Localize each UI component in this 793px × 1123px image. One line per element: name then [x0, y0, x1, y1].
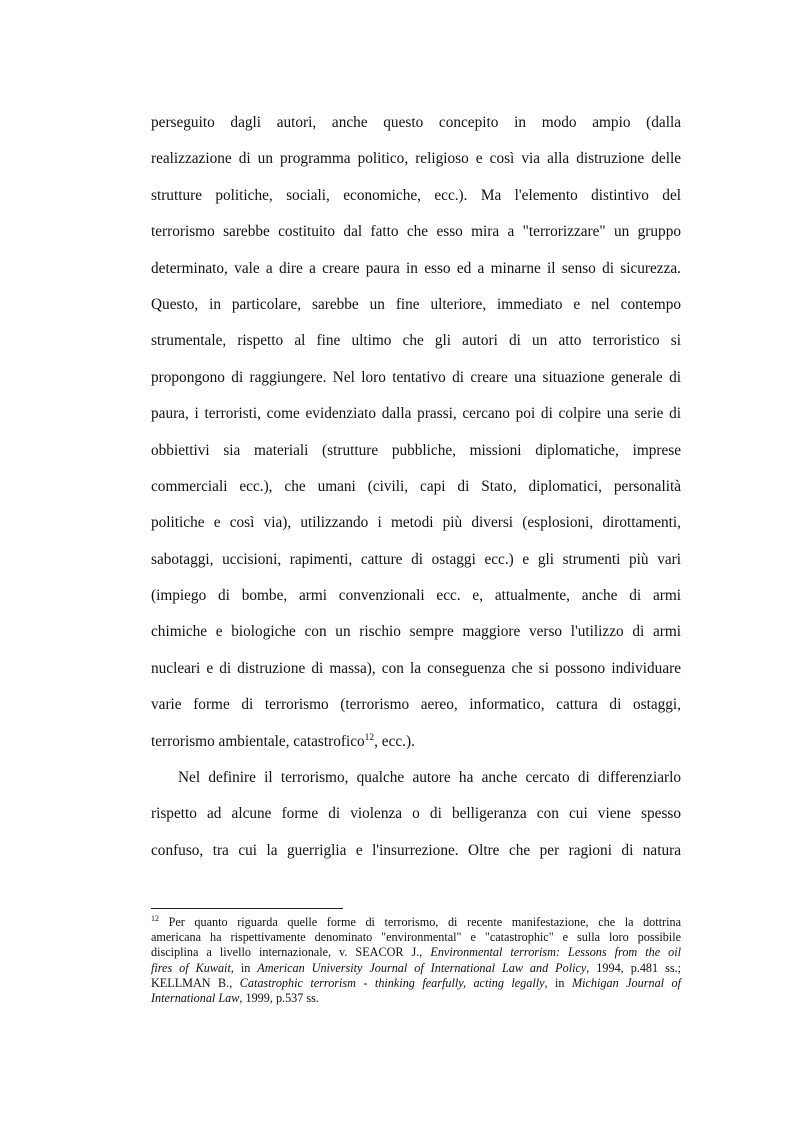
text-line: propongono di raggiungere. Nel loro tentativo di creare una situazione generale di: [151, 368, 681, 386]
text-line: politiche e così via), utilizzando i metodi più diversi (esplosioni, dirottamenti,: [151, 514, 681, 532]
text-line-with-footnote-ref: [151, 724, 681, 760]
text-line: (impiego di bombe, armi convenzionali ecc. e, attualmente, anche di armi: [151, 587, 681, 605]
journal-title: International Law: [151, 990, 240, 1005]
journal-title: American University Journal of International Law and Policy: [257, 960, 587, 975]
footnote-line: [151, 976, 681, 991]
citation-title: Catastrophic terrorism - thinking fearfully, acting legally: [239, 975, 545, 990]
text-line: sabotaggi, uccisioni, rapimenti, catture di ostaggi ecc.) e gli strumenti più vari: [151, 550, 681, 568]
text-line: rispetto ad alcune forme di violenza o di belligeranza con cui viene spesso: [151, 805, 681, 823]
text-line: confuso, tra cui la guerriglia e l'insurrezione. Oltre che per ragioni di natura: [151, 841, 681, 859]
footnote-text: KELLMAN B.,: [151, 975, 240, 990]
footnote-separator: [151, 908, 343, 909]
footnote-text: , in: [230, 960, 258, 975]
text-line: strumentale, rispetto al fine ultimo che gli autori di un atto terroristico si: [151, 332, 681, 350]
document-page: [151, 0, 681, 1123]
footnote-number: 12: [151, 913, 159, 923]
citation-title: Environmental terrorism: Lessons from the oil: [430, 945, 681, 960]
text-line: commerciali ecc.), che umani (civili, capi di Stato, diplomatici, personalità: [151, 477, 681, 495]
text-line: varie forme di terrorismo (terrorismo aereo, informatico, cattura di ostaggi,: [151, 696, 681, 714]
citation-title: fires of Kuwait: [151, 960, 231, 975]
text-segment: , ecc.).: [374, 732, 415, 750]
text-line: obbiettivi sia materiali (strutture pubbliche, missioni diplomatiche, imprese: [151, 441, 681, 459]
text-line: paura, i terroristi, come evidenziato dalla prassi, cercano poi di colpire una serie di: [151, 405, 681, 423]
text-line: determinato, vale a dire a creare paura in esso ed a minarne il senso di sicurezza.: [151, 259, 681, 277]
paragraph-first-line: Nel definire il terrorismo, qualche autore ha anche cercato di differenziarlo: [178, 769, 681, 787]
footnote-line: [151, 945, 681, 960]
footnote: [151, 915, 681, 1006]
footnote-line: americana ha rispettivamente denominato "environmental" e "catastrophic" e sulla loro possibile: [151, 930, 681, 945]
footnote-line: [151, 915, 681, 930]
journal-title: Michigan Journal of: [571, 975, 681, 990]
text-line: nucleari e di distruzione di massa), con la conseguenza che si possono individuare: [151, 659, 681, 677]
text-line: chimiche e biologiche con un rischio sempre maggiore verso l'utilizzo di armi: [151, 623, 681, 641]
text-line: terrorismo sarebbe costituito dal fatto che esso mira a "terrorizzare" un gruppo: [151, 223, 681, 241]
footnote-line: [151, 991, 681, 1006]
footnote-reference[interactable]: 12: [364, 732, 375, 743]
text-line: realizzazione di un programma politico, religioso e così via alla distruzione delle: [151, 150, 681, 168]
text-line: perseguito dagli autori, anche questo concepito in modo ampio (dalla: [151, 114, 681, 131]
footnote-text: , 1999, p.537 ss.: [239, 990, 319, 1005]
footnote-line: [151, 961, 681, 976]
footnote-text: , in: [544, 975, 572, 990]
footnote-text: Per quanto riguarda quelle forme di terrorismo, di recente manifestazione, che la dottrina: [168, 915, 681, 929]
main-text: [151, 105, 681, 869]
footnote-text: disciplina a livello internazionale, v. SEACOR J.,: [151, 945, 431, 960]
footnote-text: , 1994, p.481 ss.;: [586, 960, 681, 975]
text-line: Questo, in particolare, sarebbe un fine ulteriore, immediato e nel contempo: [151, 295, 681, 313]
text-segment: terrorismo ambientale, catastrofico: [151, 732, 365, 750]
text-line: strutture politiche, sociali, economiche, ecc.). Ma l'elemento distintivo del: [151, 186, 681, 204]
